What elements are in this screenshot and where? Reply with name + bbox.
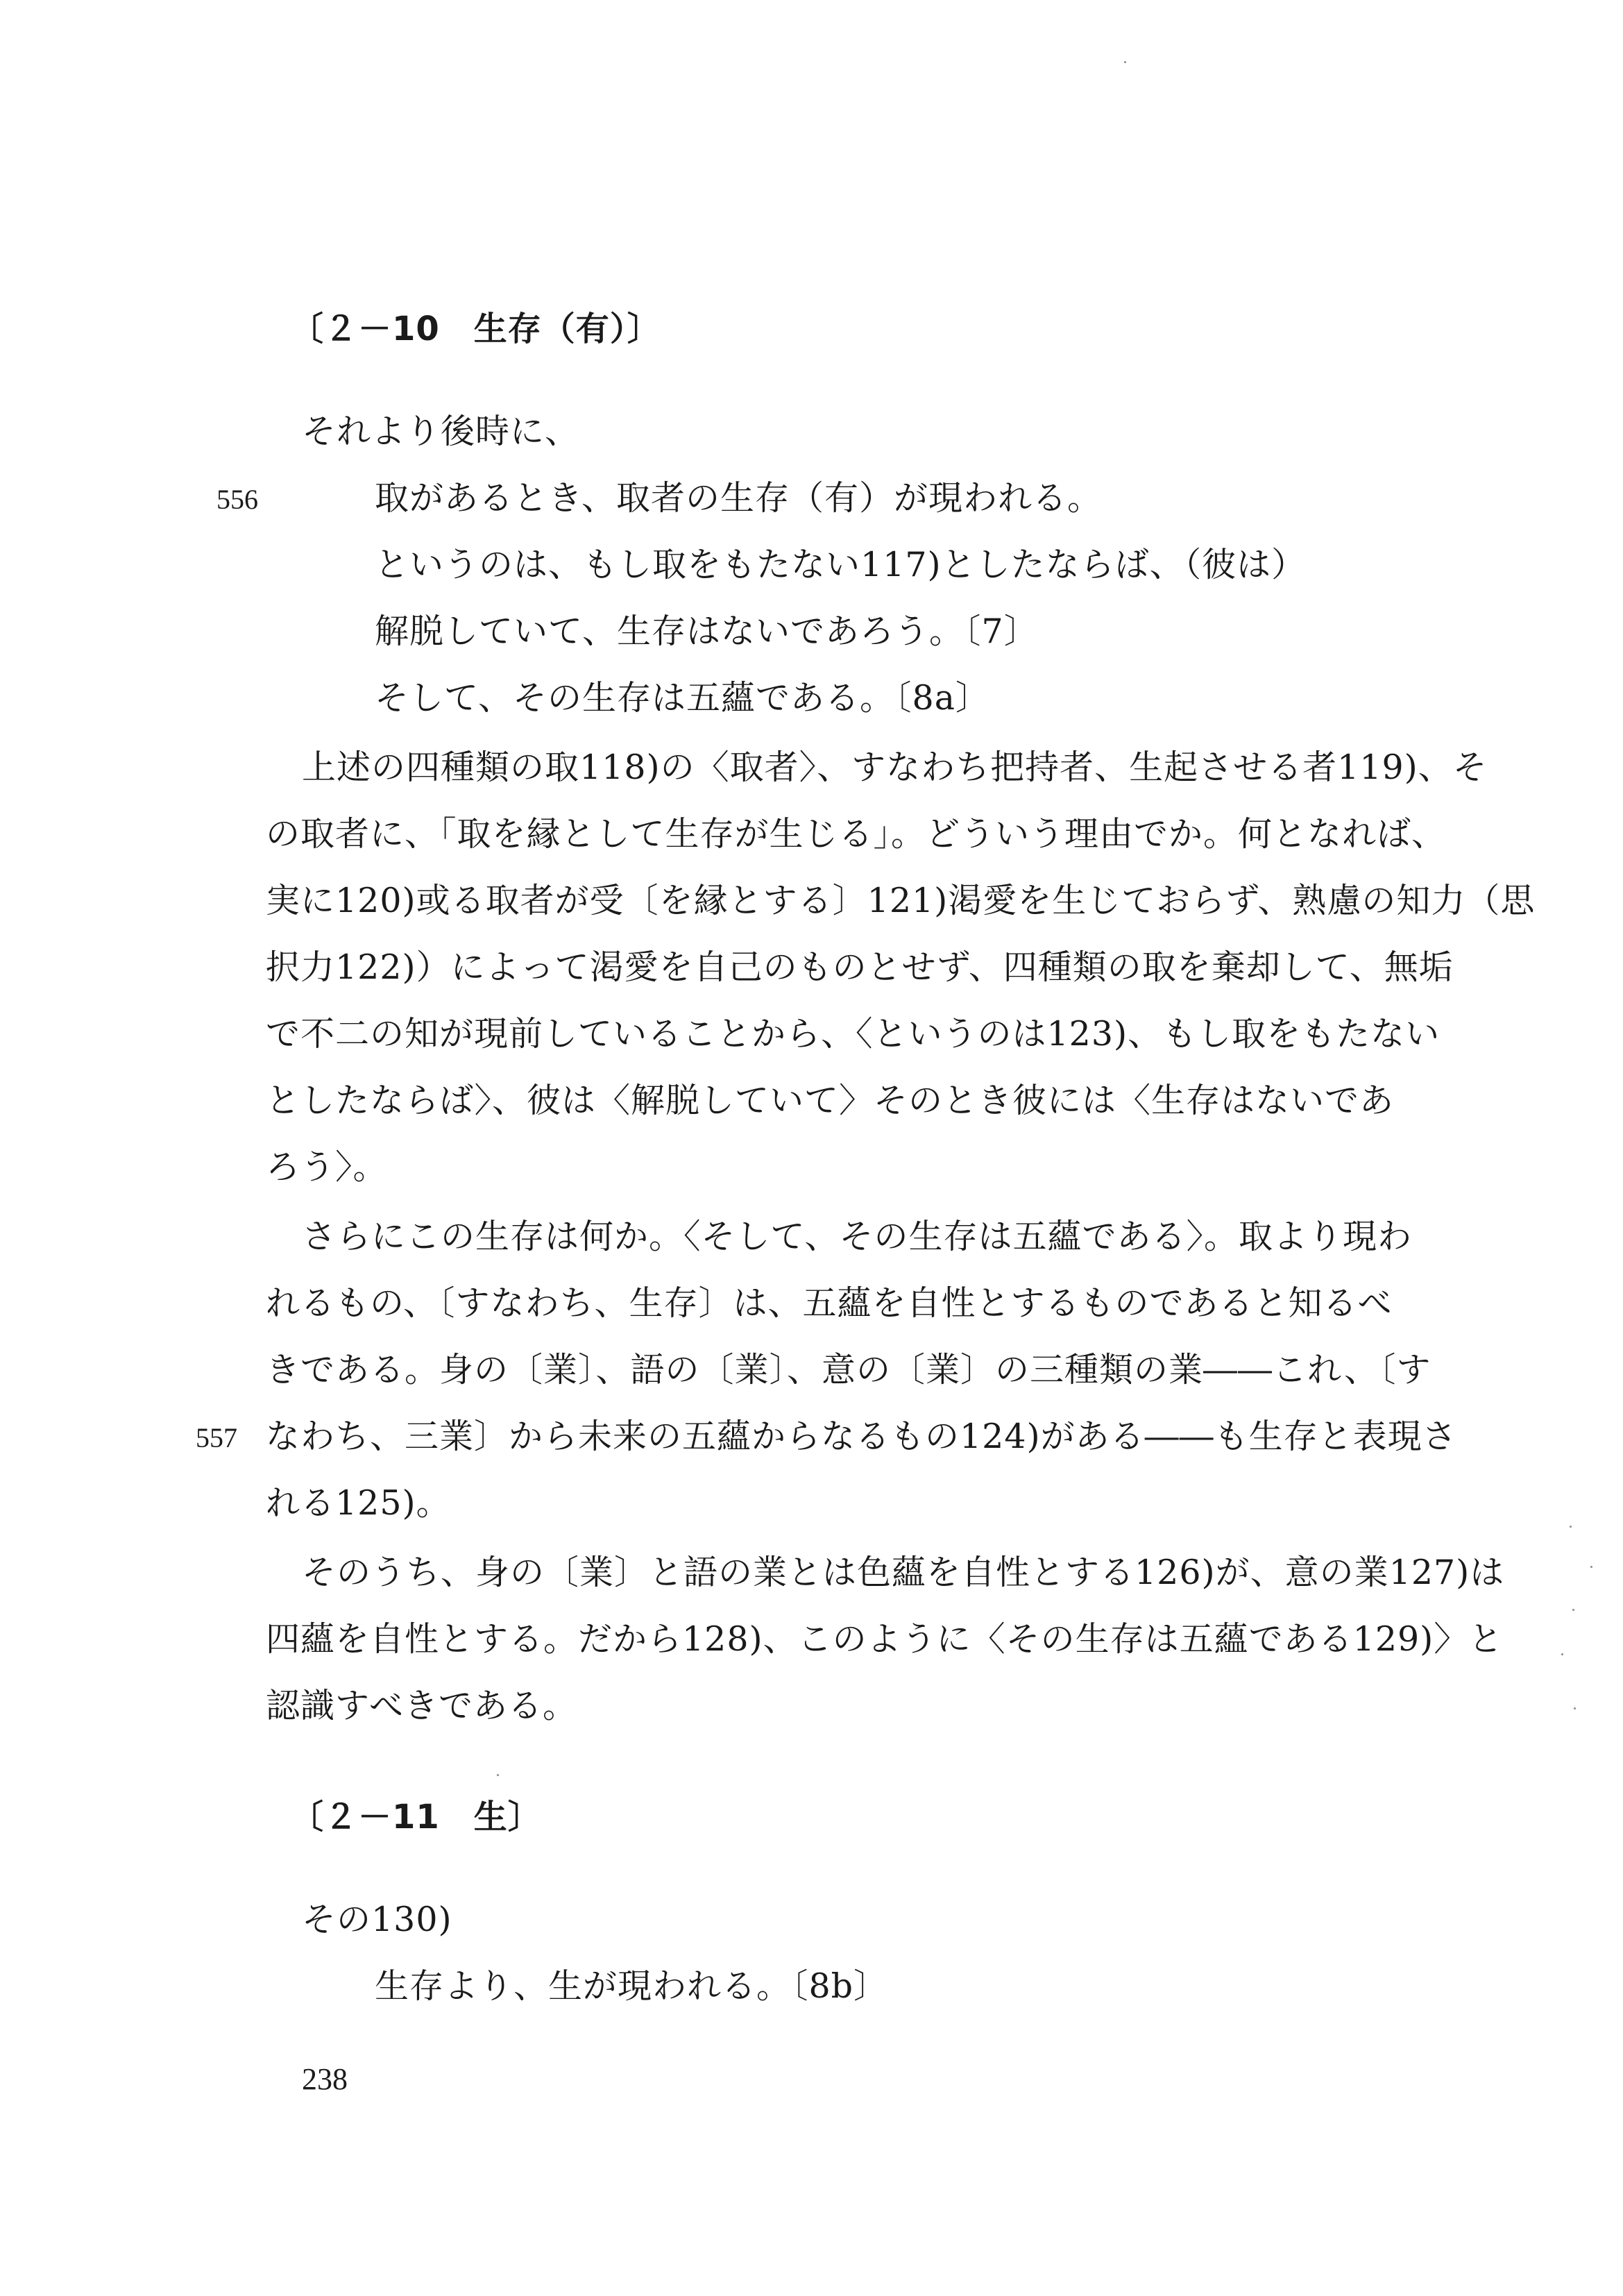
paragraph-line: さらにこの生存は何か。〈そして、その生存は五蘊である〉。取より現わ [302,1217,1413,1256]
paragraph-line: 上述の四種類の取118)の〈取者〉、すなわち把持者、生起させる者119)、そ [302,748,1488,787]
verse-line: 生存より、生が現われる。〔8b〕 [375,1966,889,2006]
verse-line: そして、その生存は五蘊である。〔8a〕 [375,678,990,718]
paragraph-line: で不二の知が現前していることから、〈というのは123)、もし取をもたない [266,1014,1441,1054]
section-intro: それより後時に、 [302,412,580,451]
section-heading: 〔２－10 生存（有）〕 [290,310,661,348]
paragraph-line: 認識すべきである。 [266,1686,578,1725]
paragraph-line: 択力122)）によって渇愛を自己のものとせず、四種類の取を棄却して、無垢 [266,947,1454,987]
paragraph-line: 実に120)或る取者が受〔を縁とする〕121)渇愛を生じておらず、熟慮の知力（思 [266,881,1536,920]
scan-speck [1574,1707,1576,1710]
verse-line: 解脱していて、生存はないであろう。〔7〕 [375,611,1039,651]
scan-speck [1124,61,1126,63]
paragraph-line: ろう〉。 [266,1147,388,1187]
paragraph-line: れるもの、〔すなわち、生存〕は、五蘊を自性とするものであると知るべ [266,1283,1393,1323]
paragraph-line: の取者に、「取を縁として生存が生じる」。どういう理由でか。何となれば、 [266,814,1447,854]
paragraph-line: きである。身の〔業〕、語の〔業〕、意の〔業〕の三種類の業――これ、〔す [266,1350,1431,1390]
paragraph-line: としたならば〉、彼は〈解脱していて〉そのとき彼には〈生存はないであ [266,1081,1394,1120]
paragraph-line: そのうち、身の〔業〕と語の業とは色蘊を自性とする126)が、意の業127)は [302,1553,1505,1592]
scan-speck [1561,1653,1563,1655]
paragraph-line: なわち、三業〕から未来の五蘊からなるもの124)がある――も生存と表現さ [266,1417,1457,1456]
scan-speck [1590,1566,1592,1568]
scan-speck [497,1774,499,1776]
scan-speck [1570,1526,1572,1528]
page-number: 238 [302,2062,348,2096]
margin-number: 557 [196,1422,237,1453]
section-heading: 〔２－11 生〕 [290,1798,542,1837]
verse-line: というのは、もし取をもたない117)としたならば、（彼は） [375,545,1307,584]
paragraph-line: 四蘊を自性とする。だから128)、このように〈その生存は五蘊である129)〉と [266,1619,1504,1659]
scan-speck [1572,1609,1574,1611]
section-intro: その130) [302,1900,452,1939]
verse-line: 取があるとき、取者の生存（有）が現われる。 [375,478,1103,518]
margin-number: 556 [216,484,258,515]
paragraph-line: れる125)。 [266,1483,451,1523]
